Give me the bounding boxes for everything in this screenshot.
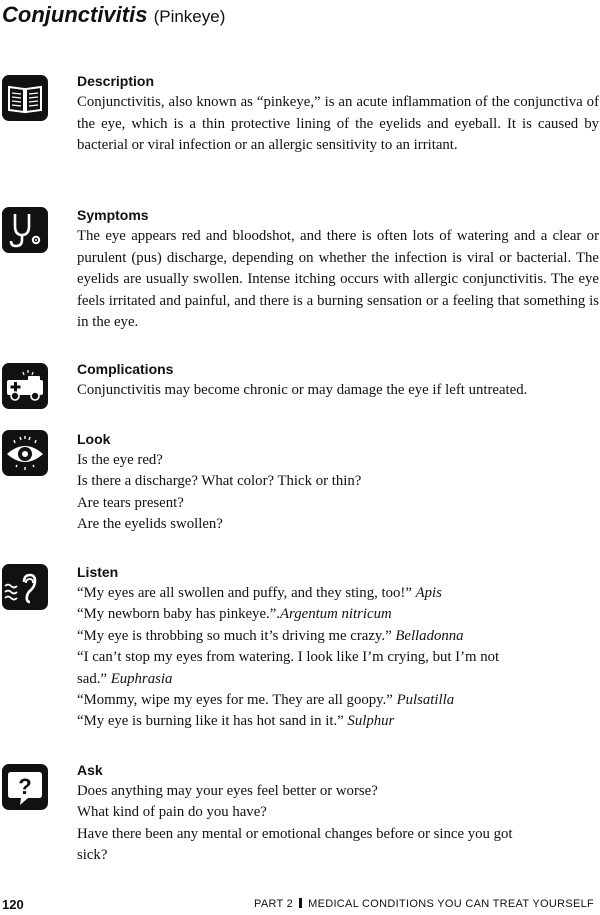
listen-line [77,583,599,604]
ear-icon [2,564,48,610]
listen-remedy: Euphrasia [110,670,173,687]
ask-heading: Ask [77,762,103,778]
question-mark-icon [2,764,48,810]
ambulance-icon [2,363,48,409]
listen-remedy: Apis [415,585,442,601]
page-footer [0,897,600,915]
listen-line [77,669,599,690]
stethoscope-icon [2,207,48,253]
listen-line [77,647,599,668]
eye-icon [2,430,48,476]
listen-remedy: Belladonna [395,627,464,644]
look-heading: Look [77,431,111,447]
listen-quote: “My eye is throbbing so much it’s driving me crazy.” [77,627,392,644]
look-section [77,431,599,536]
listen-remedy: Sulphur [347,713,395,730]
listen-line [77,626,599,647]
book-icon [2,75,48,121]
ask-line: Have there been any mental or emotional changes before or since you got [77,825,513,842]
look-line: Is the eye red? [77,452,163,468]
look-line: Are tears present? [77,494,184,511]
listen-heading: Listen [77,564,119,580]
footer-chapter: MEDICAL CONDITIONS YOU CAN TREAT YOURSELF [308,898,595,910]
complications-section [77,361,599,402]
listen-quote: “I can’t stop my eyes from watering. I look like I’m crying, but I’m not [77,649,500,666]
look-line: Are the eyelids swollen? [77,516,223,533]
page-title [2,2,225,28]
footer-separator [299,898,302,908]
ask-line: sick? [77,847,108,864]
listen-quote: “My eye is burning like it has hot sand in it.” [77,713,344,730]
symptoms-text: The eye appears red and bloodshot, and there is often lots of watering and a clear or purulent (pus) discharge, depending on whether the infection is viral or bacterial. The eyelids are usually swollen. Intense itching occurs with allergic conjunctivitis. The eye feels irritated and painful, and there is a burning sensation or a feeling that something is in the eye. [77,228,599,331]
listen-quote: “My eyes are all swollen and puffy, and they sting, too!” [77,585,412,601]
listen-remedy: Pulsatilla [396,692,455,709]
footer-part: PART 2 [254,898,294,910]
symptoms-heading: Symptoms [77,207,149,223]
listen-line [77,690,599,711]
running-footer [254,898,594,910]
description-section [77,73,599,157]
ask-line: Does anything may your eyes feel better or worse? [77,783,378,799]
description-text: Conjunctivitis, also known as “pinkeye,” is an acute inflammation of the conjunctiva of the eye, which is a thin protective lining of the eyelids and eyeball. It is caused by bacterial or viral infection or an allergic sensitivity to an irritant. [77,94,599,154]
description-heading: Description [77,73,155,89]
complications-heading: Complications [77,361,174,377]
complications-text: Conjunctivitis may become chronic or may damage the eye if left untreated. [77,382,528,398]
symptoms-section [77,207,599,334]
title-main: Conjunctivitis [2,2,148,27]
listen-section [77,564,599,733]
listen-quote: “Mommy, wipe my eyes for me. They are all goopy.” [77,692,393,709]
listen-line [77,604,599,625]
ask-section [77,762,599,867]
listen-quote: sad.” [77,670,107,687]
look-line: Is there a discharge? What color? Thick or thin? [77,473,362,490]
page-number: 120 [2,897,24,912]
listen-line [77,711,599,732]
svg-text:?: ? [18,774,32,799]
listen-remedy: Argentum nitricum [280,606,392,623]
title-sub: (Pinkeye) [153,7,226,26]
listen-quote: “My newborn baby has pinkeye.”. [77,606,280,623]
ask-line: What kind of pain do you have? [77,804,267,821]
